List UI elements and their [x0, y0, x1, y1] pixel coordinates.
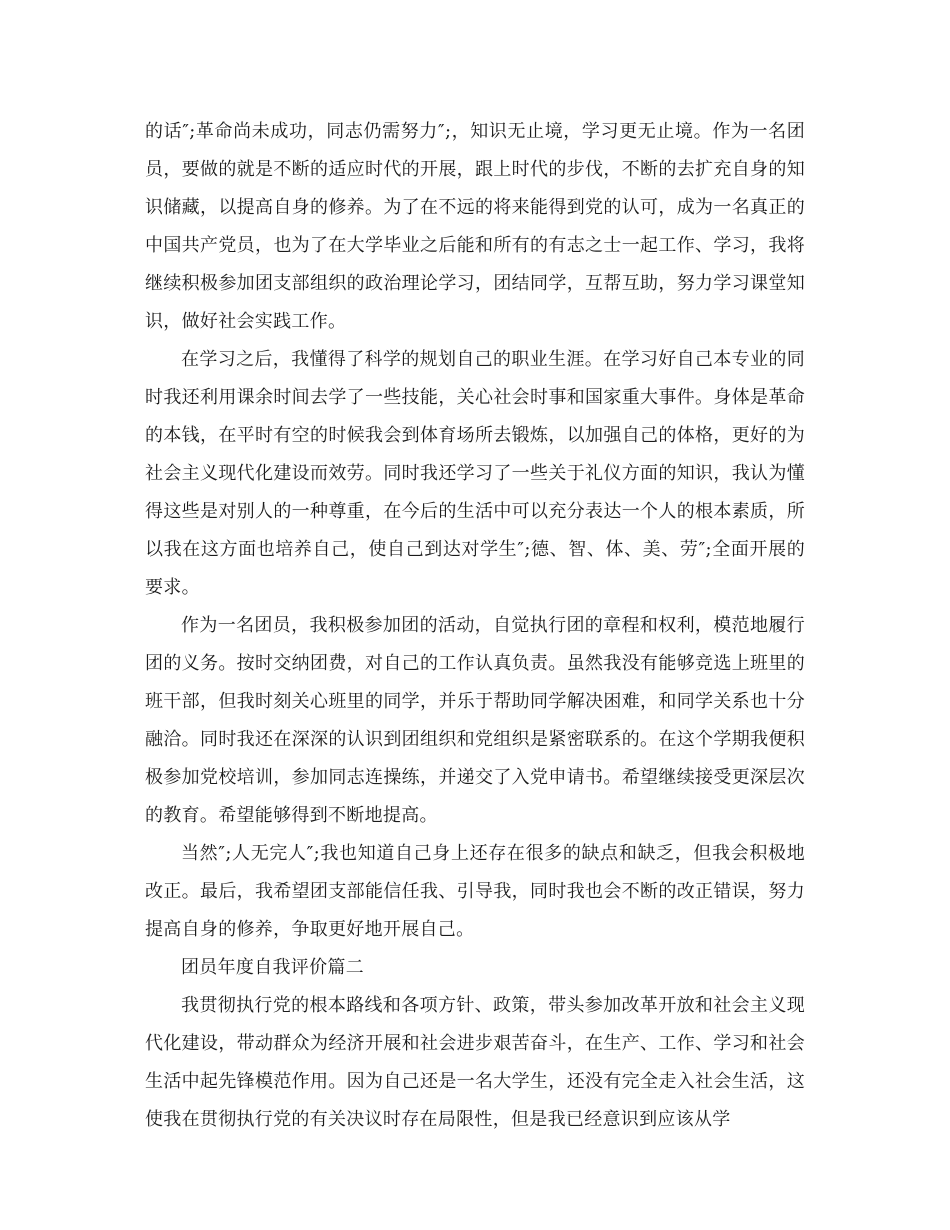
- paragraph-self-improvement: 当然″;人无完人″;我也知道自己身上还存在很多的缺点和缺乏，但我会积极地改正。最后，我希望团支部能信任我、引导我，同时我也会不断的改正错误，努力提高自身的修养，争取更好地开展自己。: [145, 843, 805, 940]
- paragraph-continuation: 的话″;革命尚未成功，同志仍需努力″;，知识无止境，学习更无止境。作为一名团员，要做的就是不断的适应时代的开展，跟上时代的步伐，不断的去扩充自身的知识储藏，以提高自身的修养。为了在不远的将来能得到党的认可，成为一名真正的中国共产党员，也为了在大学毕业之后能和所有的有志之士一起工作、学习，我将继续积极参加团支部组织的政治理论学习，团结同学，互帮互助，努力学习课堂知识，做好社会实践工作。: [145, 121, 805, 332]
- paragraph-party-line: 我贯彻执行党的根本路线和各项方针、政策，带头参加改革开放和社会主义现代化建设，带动群众为经济开展和社会进步艰苦奋斗，在生产、工作、学习和社会生活中起先锋模范作用。因为自己还是一名大学生，还没有完全走入社会生活，这使我在贯彻执行党的有关决议时存在局限性，但是我已经意识到应该从学: [145, 995, 805, 1130]
- section-heading: 团员年度自我评价篇二: [181, 957, 364, 978]
- document-body: [145, 113, 805, 1139]
- paragraph-league-activities: 作为一名团员，我积极参加团的活动，自觉执行团的章程和权利，模范地履行团的义务。按时交纳团费，对自己的工作认真负责。虽然我没有能够竞选上班里的班干部，但我时刻关心班里的同学，并乐于帮助同学解决困难，和同学关系也十分融洽。同时我还在深深的认识到团组织和党组织是紧密联系的。在这个学期我便积极参加党校培训，参加同志连操练，并递交了入党申请书。希望继续接受更深层次的教育。希望能够得到不断地提高。: [145, 615, 805, 826]
- paragraph-career-planning: 在学习之后，我懂得了科学的规划自己的职业生涯。在学习好自己本专业的同时我还利用课余时间去学了一些技能，关心社会时事和国家重大事件。身体是革命的本钱，在平时有空的时候我会到体育场所去锻炼，以加强自己的体格，更好的为社会主义现代化建设而效劳。同时我还学习了一些关于礼仪方面的知识，我认为懂得这些是对别人的一种尊重，在今后的生活中可以充分表达一个人的根本素质，所以我在这方面也培养自己，使自己到达对学生″;德、智、体、美、劳″;全面开展的要求。: [145, 349, 805, 598]
